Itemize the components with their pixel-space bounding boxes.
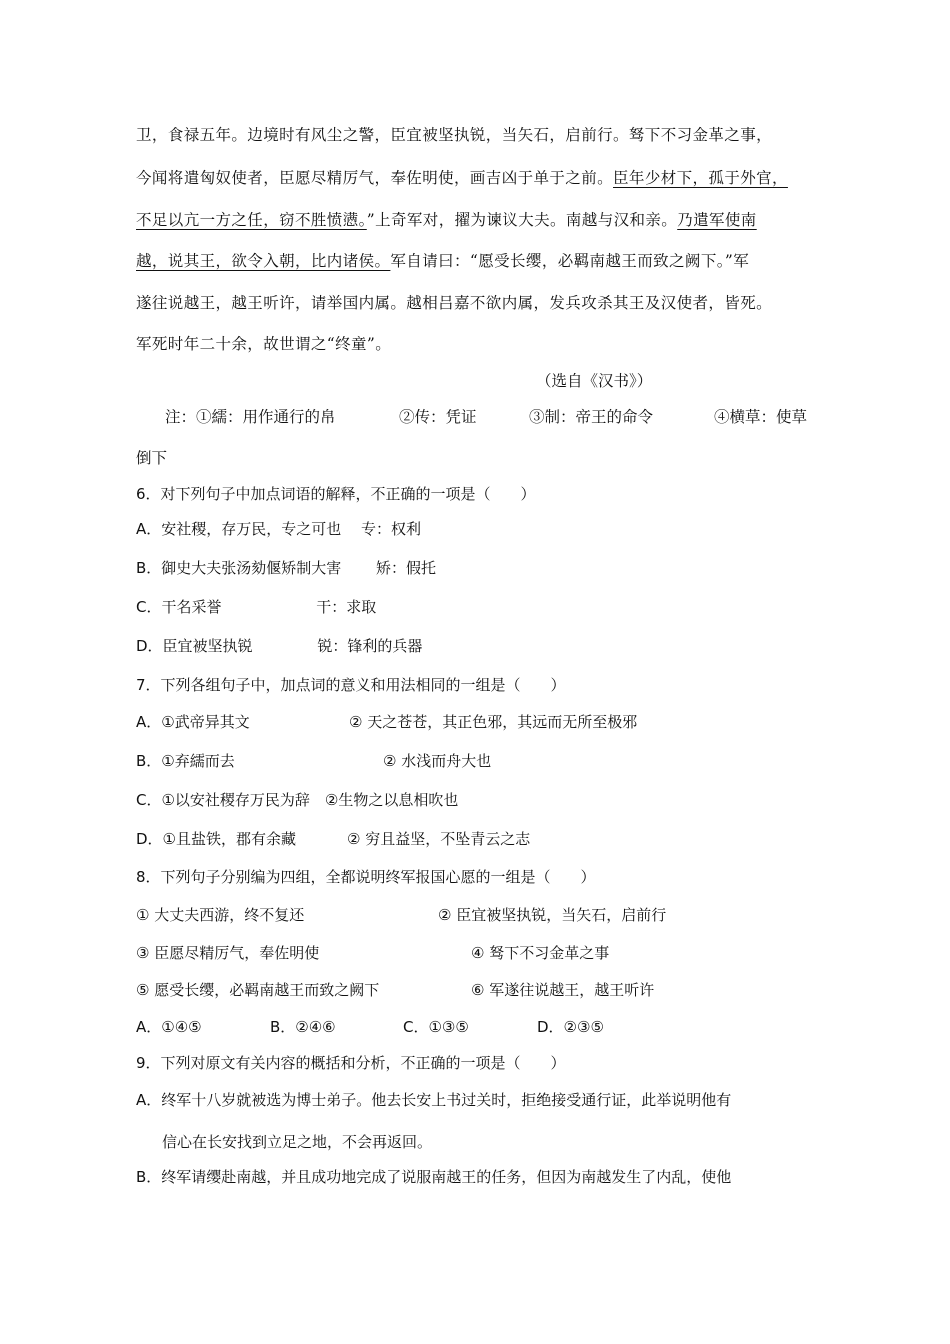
note-item: ④横草：使草 [714, 408, 808, 426]
question-8-item-5: ⑤ 愿受长缨，必羁南越王而致之阙下 [136, 981, 380, 999]
underlined-sentence: 越，说其王，欲令入朝，比内诸侯。 [136, 252, 391, 270]
passage-line-2 [136, 167, 788, 189]
passage-text: 军自请曰：“愿受长缨，必羁南越王而致之阙下。”军 [390, 252, 750, 270]
question-8-item-3: ③ 臣愿尽精厉气，奉佐明使 [136, 944, 320, 962]
note-item: ②传：凭证 [399, 408, 477, 426]
underlined-sentence: 臣年少材下，孤于外官， [613, 169, 788, 187]
question-7-option-c: C．①以安社稷存万民为辞 ②生物之以息相吹也 [136, 791, 459, 809]
note-item: ①繻：用作通行的帛 [196, 408, 336, 426]
question-7-stem: 7．下列各组句子中，加点词的意义和用法相同的一组是（ ） [136, 676, 566, 694]
question-7-option-a-second: ② 天之苍苍，其正色邪，其远而无所至极邪 [349, 713, 638, 731]
passage-line-1 [136, 124, 772, 146]
passage-line-3 [136, 209, 757, 231]
question-8-option-c: C．①③⑤ [403, 1018, 469, 1036]
passage-line-6 [136, 333, 391, 355]
question-7-option-d: D．①且盐铁，郡有余藏 [136, 830, 296, 848]
note-item: ③制：帝王的命令 [529, 408, 654, 426]
question-9-option-a: A．终军十八岁就被选为博士弟子。他去长安上书过关时，拒绝接受通行证，此举说明他有 [136, 1091, 732, 1109]
question-8-option-a: A．①④⑤ [136, 1018, 202, 1036]
question-6-option-b: B．御史大夫张汤劾偃矫制大害 矫：假托 [136, 559, 437, 577]
passage-text: 军死时年二十余，故世谓之“终童”。 [136, 335, 392, 353]
question-9-option-a-cont: 信心在长安找到立足之地，不会再返回。 [162, 1133, 433, 1151]
passage-text: 今闻将遣匈奴使者，臣愿尽精厉气，奉佐明使，画吉凶于单于之前。 [136, 169, 614, 187]
passage-text: 卫，食禄五年。边境时有风尘之警，臣宜被坚执锐，当矢石，启前行。驽下不习金革之事， [136, 126, 773, 144]
question-8-stem: 8．下列句子分别编为四组，全都说明终军报国心愿的一组是（ ） [136, 868, 596, 886]
note-continuation: 倒下 [136, 449, 168, 467]
question-6-option-c: C．干名采誉 干：求取 [136, 598, 377, 616]
question-6-option-a: A．安社稷，存万民，专之可也 专：权利 [136, 520, 422, 538]
question-8-item-1: ① 大丈夫西游，终不复还 [136, 906, 305, 924]
notes-row [165, 406, 336, 428]
question-9-option-b: B．终军请缨赴南越，并且成功地完成了说服南越王的任务，但因为南越发生了内乱，使他 [136, 1168, 732, 1186]
question-7-option-d-second: ② 穷且益坚，不坠青云之志 [347, 830, 531, 848]
question-8-item-2: ② 臣宜被坚执锐，当矢石，启前行 [438, 906, 667, 924]
question-8-option-d: D．②③⑤ [537, 1018, 604, 1036]
question-6-option-d: D．臣宜被坚执锐 锐：锋利的兵器 [136, 637, 423, 655]
question-7-option-b-second: ② 水浅而舟大也 [383, 752, 492, 770]
question-8-item-6: ⑥ 军遂往说越王，越王听许 [471, 981, 655, 999]
passage-text: 遂往说越王，越王听许，请举国内属。越相吕嘉不欲内属，发兵攻杀其王及汉使者，皆死。 [136, 294, 773, 312]
notes-label: 注： [165, 408, 197, 426]
underlined-sentence: 乃遣军使南 [677, 211, 757, 229]
underlined-sentence: 不足以亢一方之任，窃不胜愤懑。 [136, 211, 367, 229]
passage-line-4 [136, 250, 749, 272]
question-7-option-b: B．①弃繻而去 [136, 752, 235, 770]
question-9-stem: 9．下列对原文有关内容的概括和分析，不正确的一项是（ ） [136, 1054, 566, 1072]
passage-line-5 [136, 292, 772, 314]
question-8-item-4: ④ 驽下不习金革之事 [471, 944, 610, 962]
question-7-option-a: A．①武帝异其文 [136, 713, 250, 731]
source-citation: （选自《汉书》） [536, 372, 653, 390]
question-6-stem: 6．对下列句子中加点词语的解释，不正确的一项是（ ） [136, 485, 536, 503]
question-8-option-b: B．②④⑥ [270, 1018, 336, 1036]
passage-text: ”上奇军对，擢为谏议大夫。南越与汉和亲。 [366, 211, 678, 229]
